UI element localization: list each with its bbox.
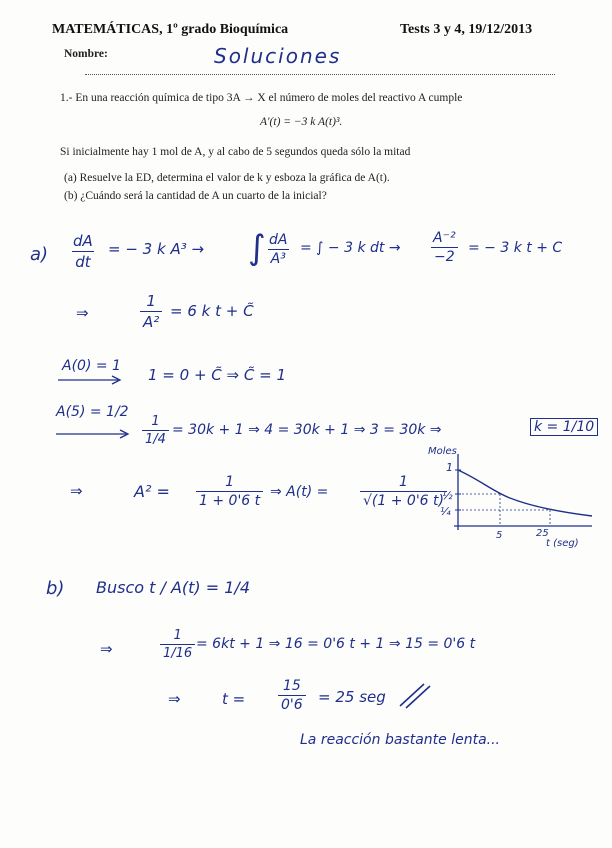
graph-ytick-1: 1 — [446, 461, 453, 474]
frac1-numerator: 1 — [146, 292, 156, 310]
integral-numerator: dA — [269, 232, 288, 248]
graph-xtick-5: 5 — [496, 530, 503, 541]
integral-equation: = ∫ − 3 k dt → — [300, 240, 401, 256]
implies-2: ⇒ — [70, 482, 83, 500]
sol2-denominator: √(1 + 0'6 t) — [360, 491, 447, 509]
problem-statement: 1.- En una reacción química de tipo 3A → X el número de moles del reactivo A cumple — [60, 92, 463, 104]
sol2-numerator: 1 — [399, 474, 408, 490]
t-fraction — [278, 678, 306, 713]
graph-ytick-half: ½ — [442, 489, 453, 502]
solution-implies: ⇒ A(t) = — [270, 484, 329, 500]
cond0-arrow — [56, 374, 126, 386]
graph-ylabel: Moles — [428, 446, 457, 457]
solution-a-label: a) — [30, 244, 49, 265]
t-result: = 25 seg — [318, 688, 386, 706]
final-answer-mark — [396, 680, 436, 710]
a-of-t-fraction — [360, 474, 447, 509]
solution-b-label: b) — [46, 578, 65, 599]
graph-curve — [458, 470, 592, 516]
ode-rhs: = − 3 k A³ → — [108, 240, 205, 258]
integral-denominator: A³ — [268, 249, 289, 267]
one-over-sixteenth — [160, 628, 195, 661]
a-squared-fraction — [196, 474, 263, 509]
name-dotted-line — [85, 74, 555, 75]
problem-equation: A′(t) = −3 k A(t)³. — [260, 116, 343, 128]
cond5-label: A(5) = 1/2 — [56, 404, 129, 420]
solution-b-implies-2: ⇒ — [168, 690, 181, 708]
closing-remark: La reacción bastante lenta... — [300, 732, 500, 748]
cond0-equation: 1 = 0 + C̃ ⇒ C̃ = 1 — [148, 366, 286, 384]
cond5-arrow — [54, 428, 134, 440]
graph-xtick-25: 25 — [536, 528, 549, 539]
exam-title — [52, 22, 288, 38]
frac2-denominator: 1/4 — [142, 430, 169, 447]
primitive-numerator: A⁻² — [433, 230, 456, 246]
cond0-label: A(0) = 1 — [62, 358, 121, 374]
primitive-denominator: −2 — [431, 247, 458, 265]
exam-course: 1º grado Bioquímica — [166, 22, 289, 37]
solution-b-implies: ⇒ — [100, 640, 113, 658]
solution-b-equation: = 6kt + 1 ⇒ 16 = 0'6 t + 1 ⇒ 15 = 0'6 t — [196, 636, 476, 652]
sol-numerator: 1 — [225, 474, 235, 490]
graph-xlabel: t (seg) — [546, 538, 579, 549]
eq1-rhs: = 6 k t + C̃ — [170, 302, 254, 320]
exam-date: Tests 3 y 4, 19/12/2013 — [400, 22, 533, 37]
primitive-fraction — [430, 230, 459, 265]
problem-part-a: (a) Resuelve la ED, determina el valor de k y esboza la gráfica de A(t). — [64, 172, 390, 184]
k-result-box: k = 1/10 — [530, 418, 598, 436]
frac1-denominator: A² — [140, 311, 162, 331]
problem-part-b: (b) ¿Cuándo será la cantidad de A un cuarto de la inicial? — [64, 190, 327, 202]
b-frac-denominator: 1/16 — [160, 644, 195, 661]
one-over-quarter — [142, 414, 169, 447]
solution-b-line1: Busco t / A(t) = 1/4 — [96, 578, 250, 597]
sol-denominator: 1 + 0'6 t — [196, 491, 263, 509]
ode-fraction — [70, 232, 96, 271]
t-denominator: 0'6 — [278, 695, 306, 713]
one-over-a-squared — [140, 292, 162, 331]
ode-denominator: dt — [72, 251, 93, 271]
primitive-rhs: = − 3 k t + C — [468, 240, 563, 256]
t-lhs: t = — [222, 690, 246, 708]
name-label: Nombre: — [64, 48, 108, 60]
sketch-graph — [450, 450, 600, 560]
integral-sign: ∫ — [248, 228, 266, 268]
ode-numerator: dA — [73, 232, 93, 250]
implies-1: ⇒ — [76, 304, 89, 322]
frac2-numerator: 1 — [151, 414, 160, 429]
integral-fraction — [266, 232, 290, 267]
problem-condition: Si inicialmente hay 1 mol de A, y al cabo de 5 segundos queda sólo la mitad — [60, 146, 411, 158]
cond5-equation: = 30k + 1 ⇒ 4 = 30k + 1 ⇒ 3 = 30k ⇒ — [172, 422, 442, 438]
name-value: Soluciones — [214, 44, 342, 68]
b-frac-numerator: 1 — [173, 628, 182, 643]
graph-ytick-quarter: ¼ — [440, 505, 451, 518]
t-numerator: 15 — [282, 678, 301, 694]
exam-subject: MATEMÁTICAS, — [52, 22, 163, 37]
a-squared-lhs: A² = — [134, 482, 170, 501]
